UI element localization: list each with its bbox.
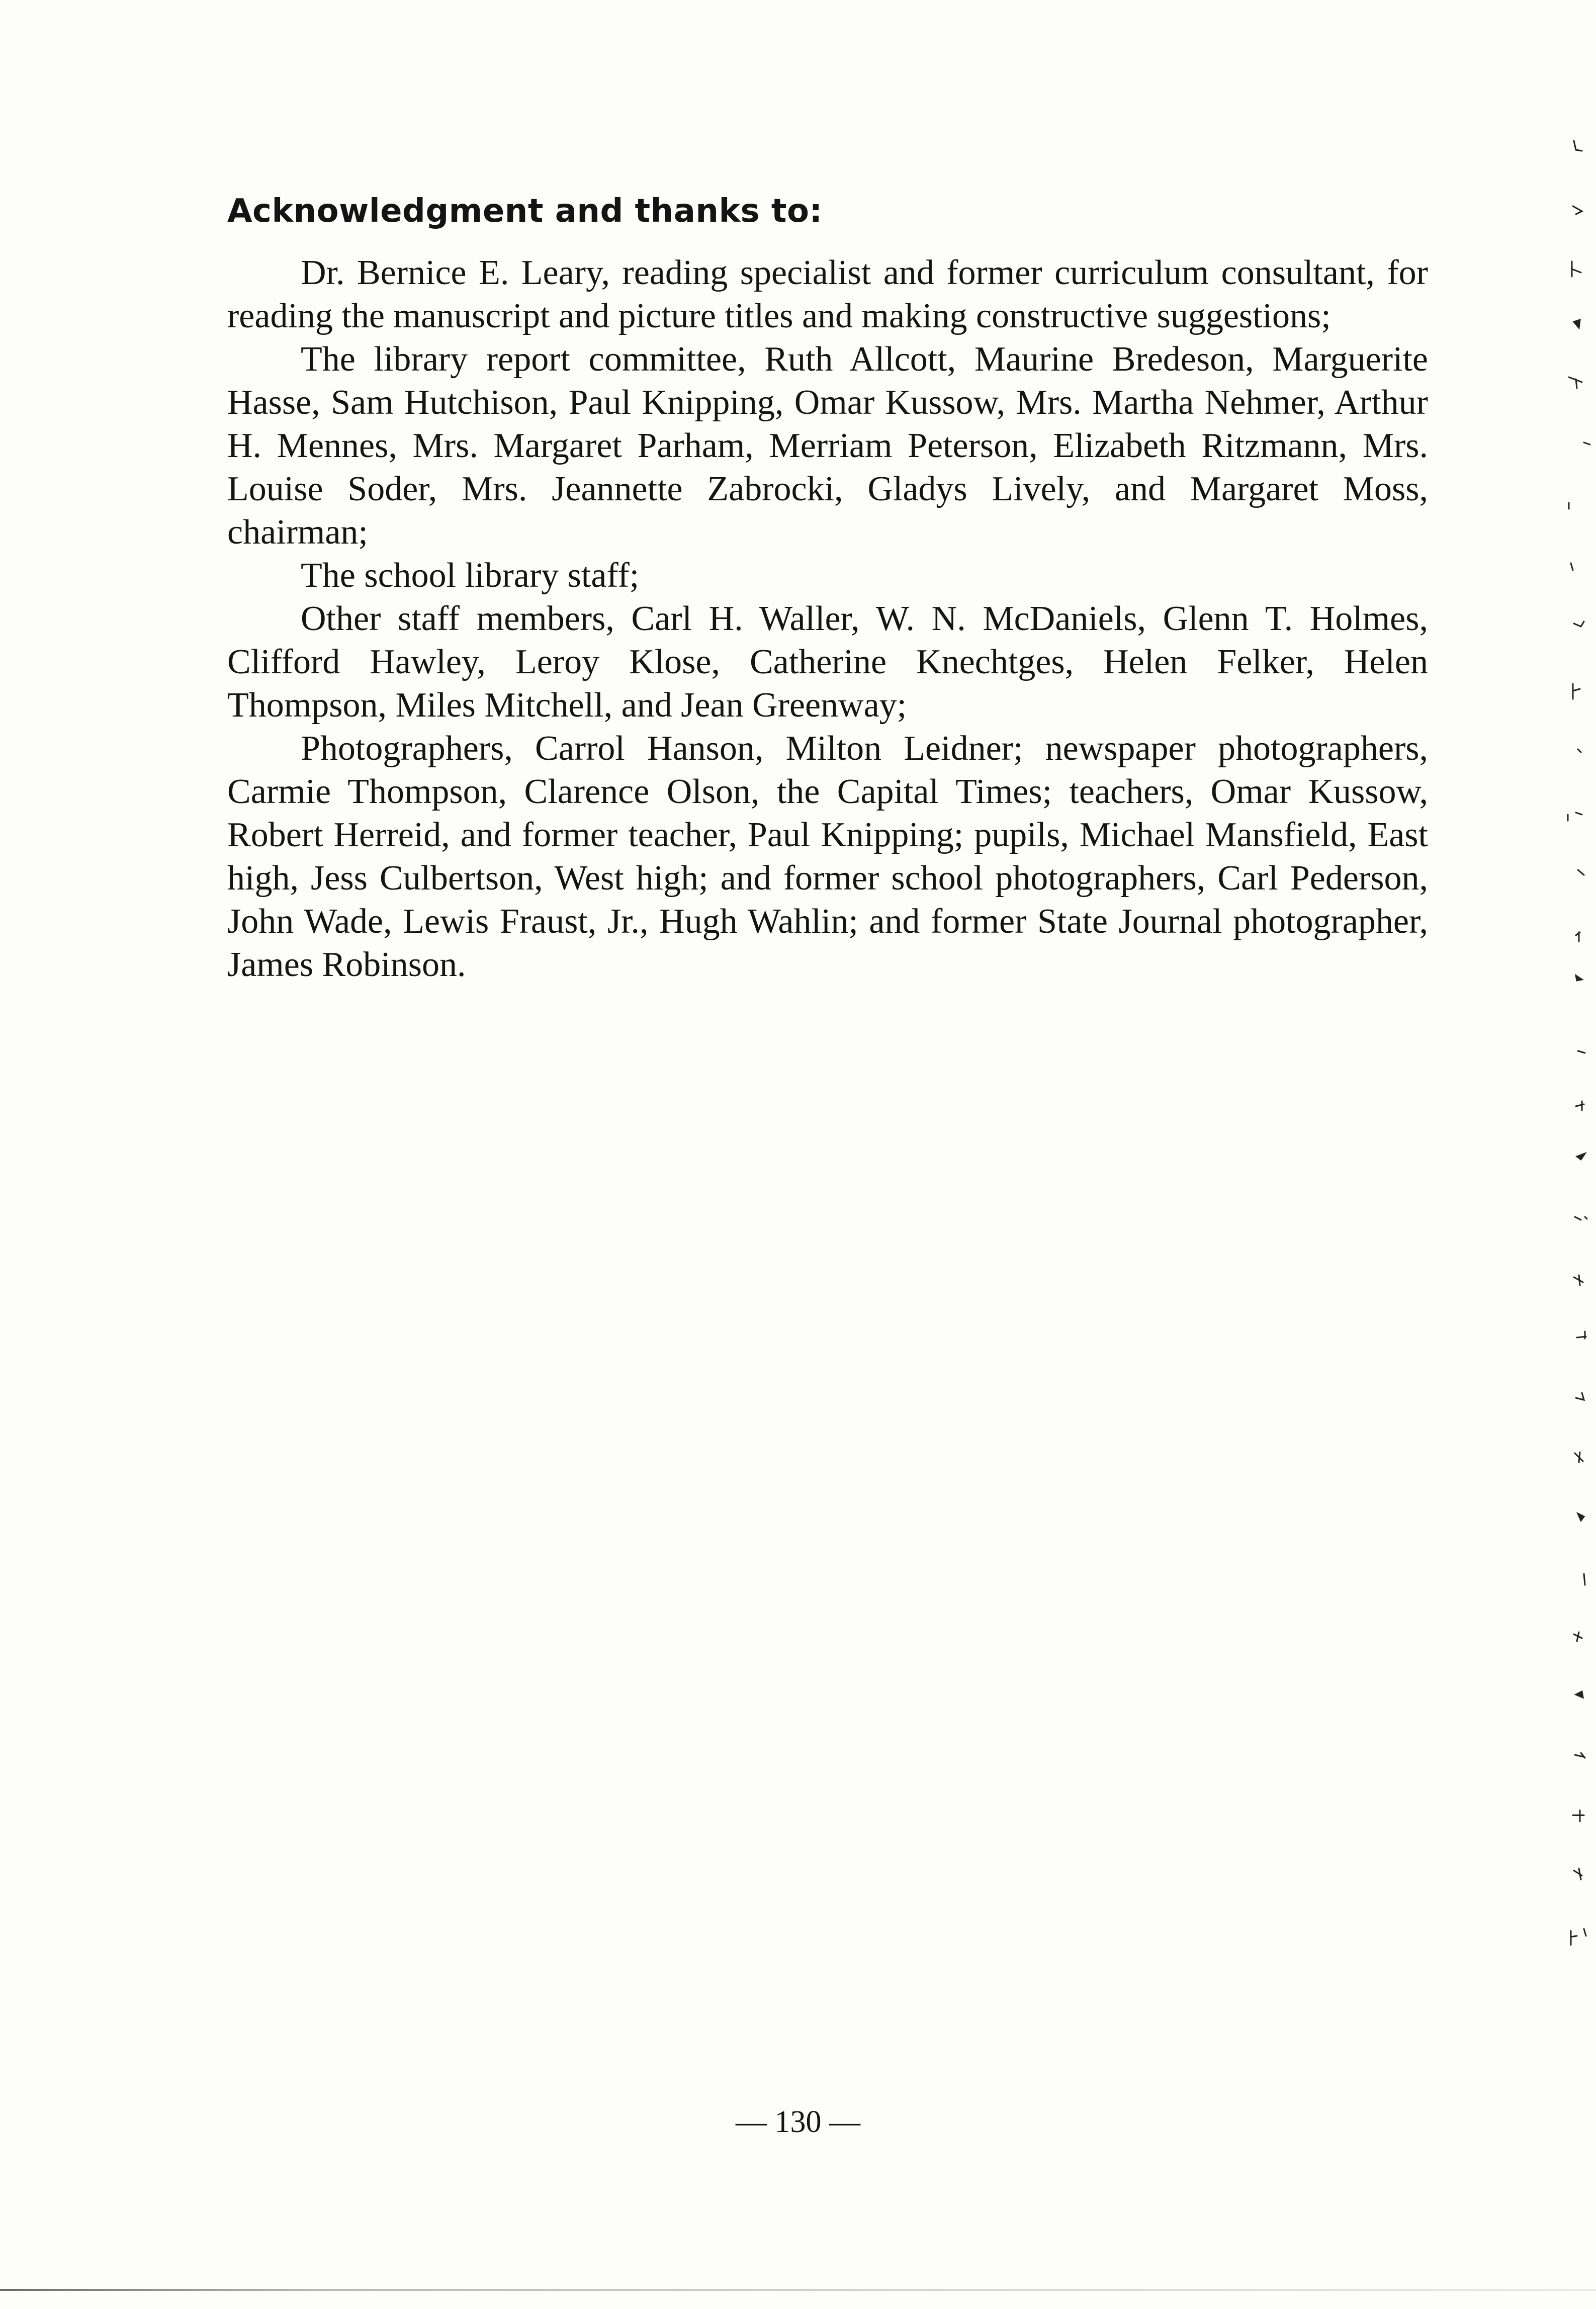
acknowledgments-section: [227, 191, 1428, 987]
paragraph-library-staff: The school library staff;: [301, 556, 640, 595]
paragraph-photographers: Photographers, Carrol Hanson, Milton Leidner; newspaper photographers, Carmie Thompson, Clarence Olson, the Capital Times; teachers, Omar Kussow, Robert Herreid, and former teacher, Paul Knipping; pupils, Michael Mansfield, East high, Jess Culbertson, West high; and former school photographers, Carl Pederson, John Wade, Lewis Fraust, Jr., Hugh Wahlin; and former State Journal photographer, James Robinson.: [227, 729, 1428, 984]
paragraph-other-staff: Other staff members, Carl H. Waller, W. N. McDaniels, Glenn T. Holmes, Clifford Hawley, Leroy Klose, Catherine Knechtges, Helen Felker, Helen Thompson, Miles Mitchell, and Jean Greenway;: [227, 599, 1428, 725]
page-heading: Acknowledgment and thanks to:: [227, 193, 823, 230]
page-number: — 130 —: [736, 2105, 860, 2139]
paragraph-committee: The library report committee, Ruth Allcott, Maurine Bredeson, Marguerite Hasse, Sam Hutchison, Paul Knipping, Omar Kussow, Mrs. Martha Nehmer, Arthur H. Mennes, Mrs. Margaret Parham, Merriam Peterson, Elizabeth Ritzmann, Mrs. Louise Soder, Mrs. Jeannette Zabrocki, Gladys Lively, and Margaret Moss, chairman;: [227, 340, 1428, 552]
paragraph-leary: Dr. Bernice E. Leary, reading specialist and former curriculum consultant, for reading the manuscript and picture titles and making constructive suggestions;: [227, 253, 1428, 335]
binding-marks-decoration: [1554, 131, 1596, 2092]
page-bottom-edge: [0, 2289, 1596, 2291]
